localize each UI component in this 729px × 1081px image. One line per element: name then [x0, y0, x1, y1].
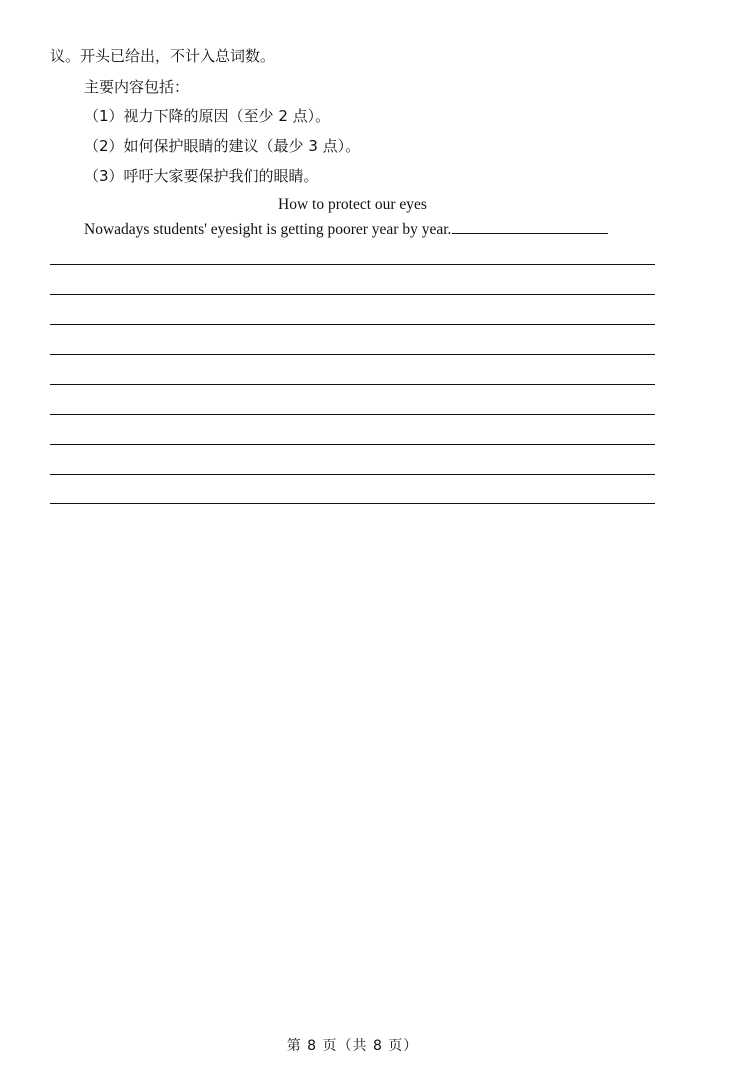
- content-intro: 主要内容包括：: [84, 78, 190, 96]
- essay-title: How to protect our eyes: [278, 196, 427, 213]
- answer-line[interactable]: [50, 324, 655, 325]
- answer-line[interactable]: [50, 264, 655, 265]
- answer-line[interactable]: [50, 474, 655, 475]
- content-point-1: （1）视力下降的原因（至少 2 点）。: [84, 107, 331, 125]
- answer-line[interactable]: [50, 503, 655, 504]
- instruction-continuation: 议。开头已给出，不计入总词数。: [50, 47, 276, 65]
- essay-opening-sentence: Nowadays students' eyesight is getting poorer year by year.: [84, 221, 452, 238]
- answer-line[interactable]: [50, 444, 655, 445]
- content-point-2: （2）如何保护眼睛的建议（最少 3 点）。: [84, 137, 361, 155]
- answer-line[interactable]: [50, 384, 655, 385]
- answer-line[interactable]: [50, 354, 655, 355]
- page-number: 第 8 页（共 8 页）: [286, 1038, 419, 1054]
- answer-line[interactable]: [50, 294, 655, 295]
- answer-line[interactable]: [50, 414, 655, 415]
- content-point-3: （3）呼吁大家要保护我们的眼睛。: [84, 167, 319, 185]
- answer-blank-inline[interactable]: [452, 219, 608, 234]
- essay-opening-line: [84, 219, 608, 240]
